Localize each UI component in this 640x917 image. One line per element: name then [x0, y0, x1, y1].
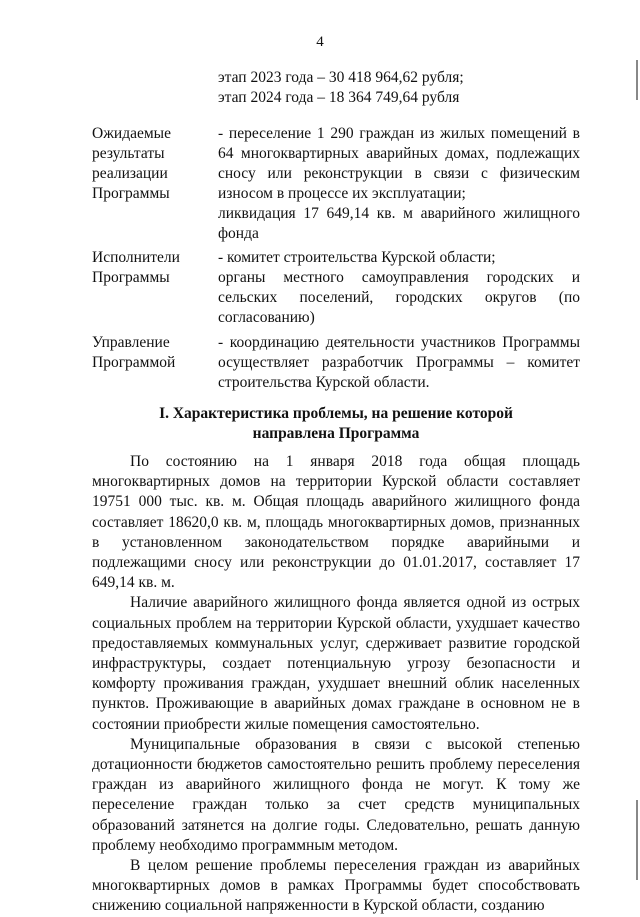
body-paragraph: Муниципальные образования в связи с высокой степенью дотационности бюджетов самостоятельно решить проблему переселения граждан из аварийного жилищного фонда не могут. К тому же переселение граждан только за счет средств муниципальных образований затянется на долгие годы. Следовательно, решать данную проблему необходимо программным методом. — [92, 735, 580, 854]
scan-edge-mark — [636, 800, 638, 880]
value-paragraph: органы местного самоуправления городских и сельских поселений, городских округов (по согласованию) — [218, 269, 580, 326]
body-paragraph: Наличие аварийного жилищного фонда является одной из острых социальных проблем на территории Курской области, ухудшает качество предоставляемых коммунальных услуг, сдерживает развитие городской инфраструктуры, создает потенциальную угрозу безопасности и комфорту проживания граждан, ухудшает внешний облик населенных пунктов. Проживающие в аварийных домах граждане в основном не в состоянии приобрести жилые помещения самостоятельно. — [92, 594, 580, 733]
body-paragraph: По состоянию на 1 января 2018 года общая площадь многоквартирных домов на территории Курской области составляет 19751 000 тыс. кв. м. Общая площадь аварийного жилищного фонда составляет 18620,0 кв. м, площадь многоквартирных домов, признанных в установленном законодательством порядке аварийными и подлежащими сносу или реконструкции до 01.01.2017, составляет 17 649,14 кв. м. — [92, 453, 580, 592]
funding-lines — [218, 68, 580, 108]
passport-label-results — [92, 124, 212, 204]
funding-line-2023: этап 2023 года – 30 418 964,62 рубля; — [218, 69, 464, 86]
passport-label-executors — [92, 248, 212, 288]
funding-line-2024: этап 2024 года – 18 364 749,64 рубля — [218, 89, 460, 106]
heading-line: I. Характеристика проблемы, на решение которой — [159, 405, 513, 422]
label-line: Программой — [92, 354, 176, 371]
label-line: Программы — [92, 185, 170, 202]
scan-edge-mark — [636, 60, 638, 100]
heading-line: направлена Программа — [252, 425, 420, 442]
label-line: Управление — [92, 334, 170, 351]
value-paragraph: - комитет строительства Курской области; — [218, 249, 496, 266]
label-line: Программы — [92, 269, 170, 286]
section-body — [92, 452, 580, 917]
label-line: реализации — [92, 165, 168, 182]
value-paragraph: - координацию деятельности участников Программы осуществляет разработчик Программы – комитет строительства Курской области. — [218, 334, 580, 391]
section-heading — [92, 404, 580, 444]
value-paragraph: - переселение 1 290 граждан из жилых помещений в 64 многоквартирных аварийных домах, подлежащих сносу или реконструкции в связи с физическим износом в процессе их эксплуатации; — [218, 125, 580, 202]
body-paragraph: В целом решение проблемы переселения граждан из аварийных многоквартирных домов в рамках Программы будет способствовать снижению социальной напряженности в Курской области, созданию — [92, 857, 580, 915]
passport-value-management — [218, 333, 580, 393]
passport-value-executors — [218, 248, 580, 328]
label-line: Исполнители — [92, 249, 180, 266]
page-number: 4 — [316, 34, 324, 50]
passport-value-results — [218, 124, 580, 244]
label-line: Ожидаемые — [92, 125, 171, 142]
label-line: результаты — [92, 145, 165, 162]
passport-label-management — [92, 333, 212, 373]
value-paragraph: ликвидация 17 649,14 кв. м аварийного жилищного фонда — [218, 205, 580, 242]
